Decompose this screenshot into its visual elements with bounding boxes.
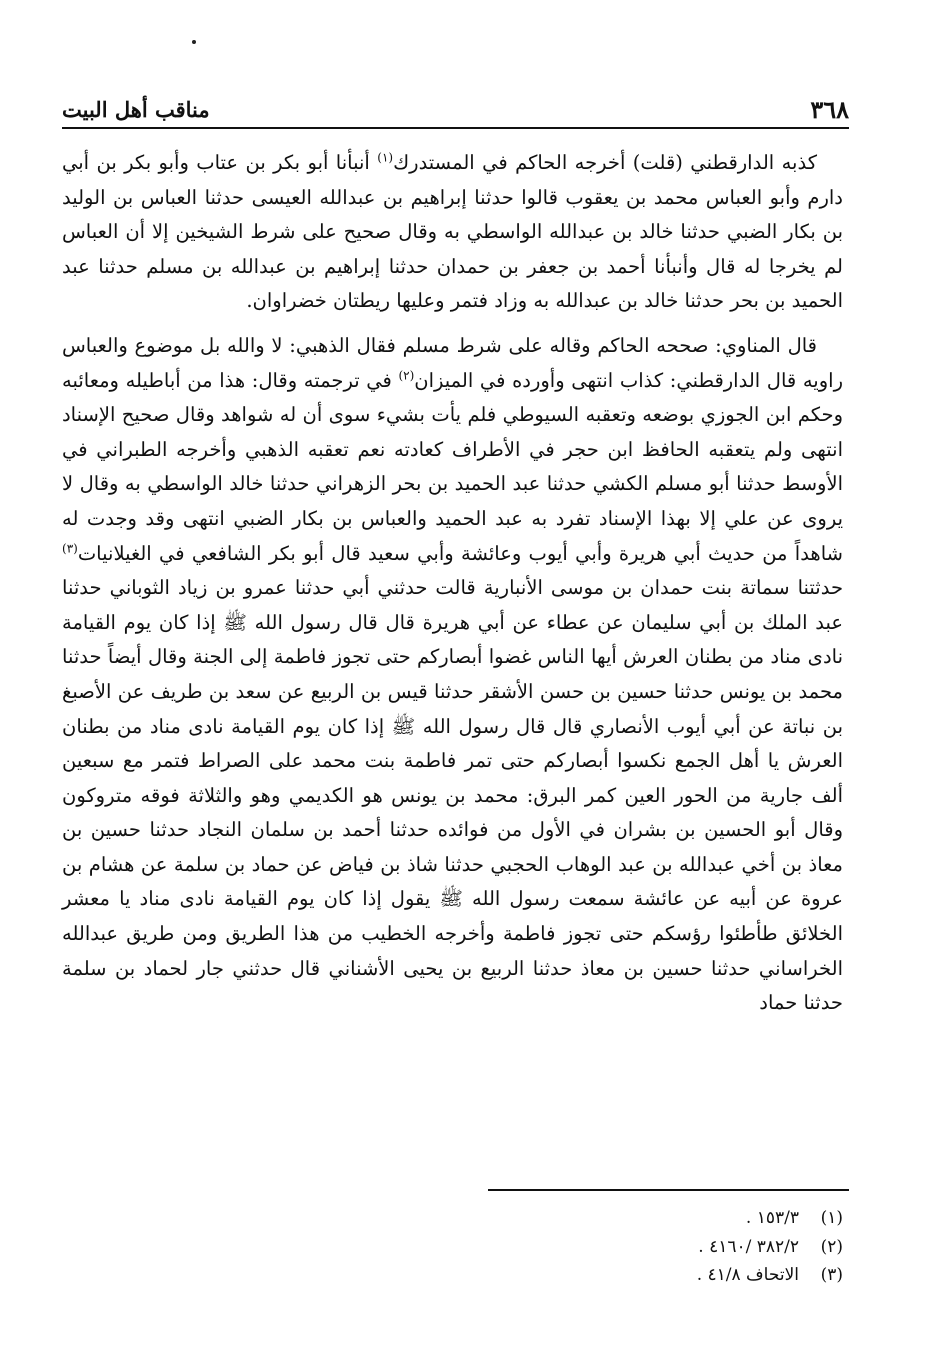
ink-speck [192,40,196,44]
paragraph-2-text-c: حدثتنا سماتة بنت حمدان بن موسى الأنبارية قالت حدثني أبي حدثنا عمرو بن زياد الثوباني حدثنا عبد الملك بن أبي سليمان عن عطاء عن أبي هريرة قال قال رسول الله ﷺ إذا كان يوم القيامة نادى مناد من بطنان العرش أيها الناس غضوا أبصاركم حتى تجوز فاطمة إلى الجنة وقال أيضاً حدثنا محمد بن يونس حدثنا حسين بن حسن الأشقر حدثنا قيس بن الربيع عن سعد بن طريف عن الأصبغ بن نباتة عن أبي أيوب الأنصاري قال قال رسول الله ﷺ إذا كان يوم القيامة نادى مناد من بطنان العرش يا أهل الجمع نكسوا أبصاركم حتى تمر فاطمة بنت محمد على الصراط فتمر مع سبعين ألف جارية من الحور العين كمر البرق: محمد بن يونس هو الكديمي وهو والثلاثة فوقه متروكون وقال أبو الحسين بن بشران في الأول من فوائده حدثنا أحمد بن سلمان النجاد حدثنا حسين بن معاذ بن أخي عبدالله بن عبد الوهاب الحجبي حدثنا شاذ بن فياض عن حماد بن سلمة عن هشام بن عروة عن أبيه عن عائشة سمعت رسول الله ﷺ يقول إذا كان يوم القيامة نادى مناد يا معشر الخلائق طأطئوا رؤسكم حتى تجوز فاطمة وأخرجه الخطيب من هذا الطريق ومن طريق عبدالله الخراساني حدثنا حسين بن معاذ حدثنا الربيع بن يحيى الأشناني قال حدثني جار لحماد بن سلمة حدثنا حماد [62,576,843,1015]
paragraph-1-text-b: أنبأنا أبو بكر بن عتاب وأبو بكر بن أبي دارم وأبو العباس محمد بن يعقوب قالوا حدثنا إبراهيم بن عبدالله العيسى حدثنا العباس بن الوليد بن بكار الضبي حدثنا خالد بن عبدالله الواسطي به وقال صحيح على شرط الشيخين إلا أن العباس لم يخرجا له قال وأنبأنا أحمد بن جعفر بن حمدان حدثنا إبراهيم بن عبدالله بن مسلم حدثنا عبد الحميد بن بحر حدثنا خالد بن عبدالله به وزاد فتمر وعليها ريطتان خضراوان. [62,151,843,313]
footnote-number: (٢) [820,1236,843,1257]
footnote-ref-3: (٣) [62,541,78,556]
paragraph-2-text-a: قال المناوي: صححه الحاكم وقاله على شرط مسلم فقال الذهبي: لا والله بل موضوع والعباس راويه قال الدارقطني: كذاب انتهى وأورده في الميزان [62,333,843,392]
running-title: مناقب أهل البيت [62,96,210,122]
page-number: ٣٦٨ [810,94,849,124]
body-text [62,146,843,1021]
header-rule [62,127,849,129]
paragraph-1 [62,146,843,319]
footnote-ref-2: (٢) [398,368,415,383]
footnote-text: الاتحاف ٤١/٨ . [696,1265,799,1285]
footnote-number: (١) [820,1208,843,1228]
paragraph-2-text-b: في ترجمته وقال: هذا من أباطيله ومعائبه وحكم ابن الجوزي بوضعه وتعقبه السيوطي فلم يأت بشيء سوى أن له شواهد وقال صحيح الإسناد انتهى ولم يتعقبه الحافظ ابن حجر في الأطراف كعادته نعم تعقبه الذهبي وأخرجه الطبراني في الأوسط حدثنا أبو مسلم الكشي حدثنا عبد الحميد بن بحر الزهراني حدثنا خالد الواسطي به وقال لا يروى عن علي إلا بهذا الإسناد تفرد به عبد الحميد والعباس بن بكار الضبي انتهى وقد وجدت له شاهداً من حديث أبي هريرة وأبي أيوب وعائشة وأبي سعيد قال أبو بكر الشافعي في الغيلانيات [62,368,843,565]
footnote-text: ٣٨٢/٢ /٤١٦٠ . [698,1236,799,1257]
footnote-2 [300,1233,843,1262]
paragraph-2 [62,329,843,1021]
footnotes [300,1204,843,1290]
footnote-number: (٣) [820,1265,843,1285]
running-header [62,92,849,126]
footnote-3 [300,1261,843,1290]
paragraph-1-text-a: كذبه الدارقطني (قلت) أخرجه الحاكم في المستدرك [393,151,817,174]
footnote-ref-1: (١) [377,150,394,165]
footnote-rule [488,1189,849,1191]
footnote-text: ١٥٣/٣ . [745,1208,799,1228]
footnote-1 [300,1204,843,1233]
